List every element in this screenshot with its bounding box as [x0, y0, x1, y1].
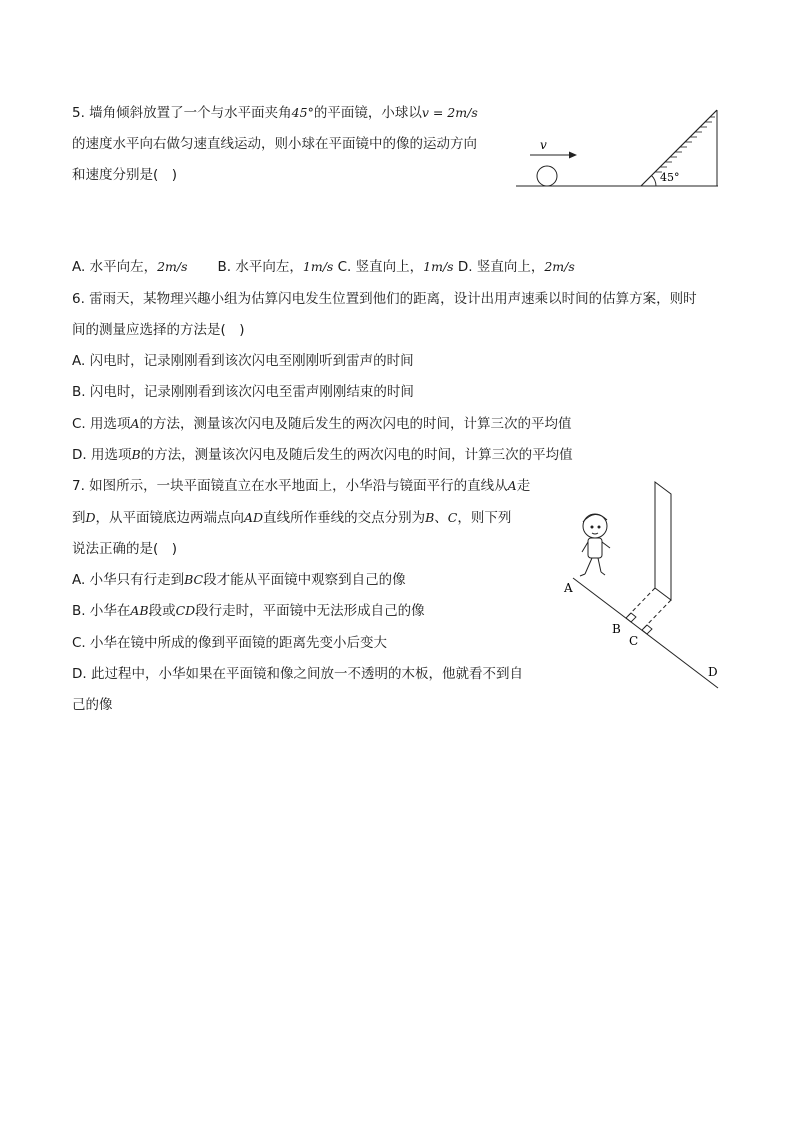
q7-stem-line2: 到D，从平面镜底边两端点向AD直线所作垂线的交点分别为B、C，则下列	[72, 510, 512, 526]
q7-label-a: A	[564, 581, 573, 595]
q7-option-d-line1: D. 此过程中，小华如果在平面镜和像之间放一不透明的木板，他就看不到自	[72, 666, 523, 682]
q5-stem-line1: 5. 墙角倾斜放置了一个与水平面夹角45°的平面镜，小球以v = 2m/s	[72, 105, 478, 121]
q5-angle-label: 45°	[660, 171, 680, 184]
q5-stem-line3: 和速度分别是( )	[72, 167, 178, 183]
q6-option-b: B. 闪电时，记录刚刚看到该次闪电至雷声刚刚结束的时间	[72, 384, 414, 400]
q5-ball	[537, 166, 557, 186]
q6-stem-line2: 间的测量应选择的方法是( )	[72, 322, 245, 338]
q5-option-c: C. 竖直向上，1m/s	[337, 259, 454, 275]
q5-options	[72, 257, 575, 277]
q5-figure	[510, 100, 725, 195]
q5-v-label: v	[540, 138, 547, 152]
q5-stem-line2: 的速度水平向右做匀速直线运动，则小球在平面镜中的像的运动方向	[72, 136, 477, 152]
q7-option-b: B. 小华在AB段或CD段行走时，平面镜中无法形成自己的像	[72, 603, 425, 619]
q7-stem-line3: 说法正确的是( )	[72, 541, 178, 557]
q7-option-d-line2: 己的像	[72, 697, 113, 713]
q6-option-a: A. 闪电时，记录刚刚看到该次闪电至刚刚听到雷声的时间	[72, 353, 414, 369]
q5-velocity: v = 2m/s	[421, 105, 478, 120]
q7-label-c: C	[629, 634, 639, 648]
q6-option-d: D. 用选项B的方法，测量该次闪电及随后发生的两次闪电的时间，计算三次的平均值	[72, 447, 573, 463]
q5-option-d: D. 竖直向上，2m/s	[457, 259, 575, 275]
q7-option-a: A. 小华只有行走到BC段才能从平面镜中观察到自己的像	[72, 572, 406, 588]
q6-stem-line1: 6. 雷雨天，某物理兴趣小组为估算闪电发生位置到他们的距离，设计出用声速乘以时间的估算方案，则时	[72, 291, 697, 307]
q7-label-d: D	[708, 665, 718, 679]
q7-figure	[555, 478, 725, 693]
q7-option-c: C. 小华在镜中所成的像到平面镜的距离先变小后变大	[72, 635, 388, 651]
q5-option-a: A. 水平向左，2m/s	[72, 259, 188, 275]
q7-person-icon	[580, 514, 610, 576]
q6-option-c: C. 用选项A的方法，测量该次闪电及随后发生的两次闪电的时间，计算三次的平均值	[72, 416, 572, 432]
q7-stem-line1: 7. 如图所示，一块平面镜直立在水平地面上，小华沿与镜面平行的直线从A走	[72, 478, 531, 494]
q5-angle: 45°	[291, 105, 314, 120]
q5-option-b: B. 水平向左，1m/s	[217, 259, 334, 275]
q7-label-b: B	[612, 622, 621, 636]
q7-mirror	[655, 482, 671, 600]
